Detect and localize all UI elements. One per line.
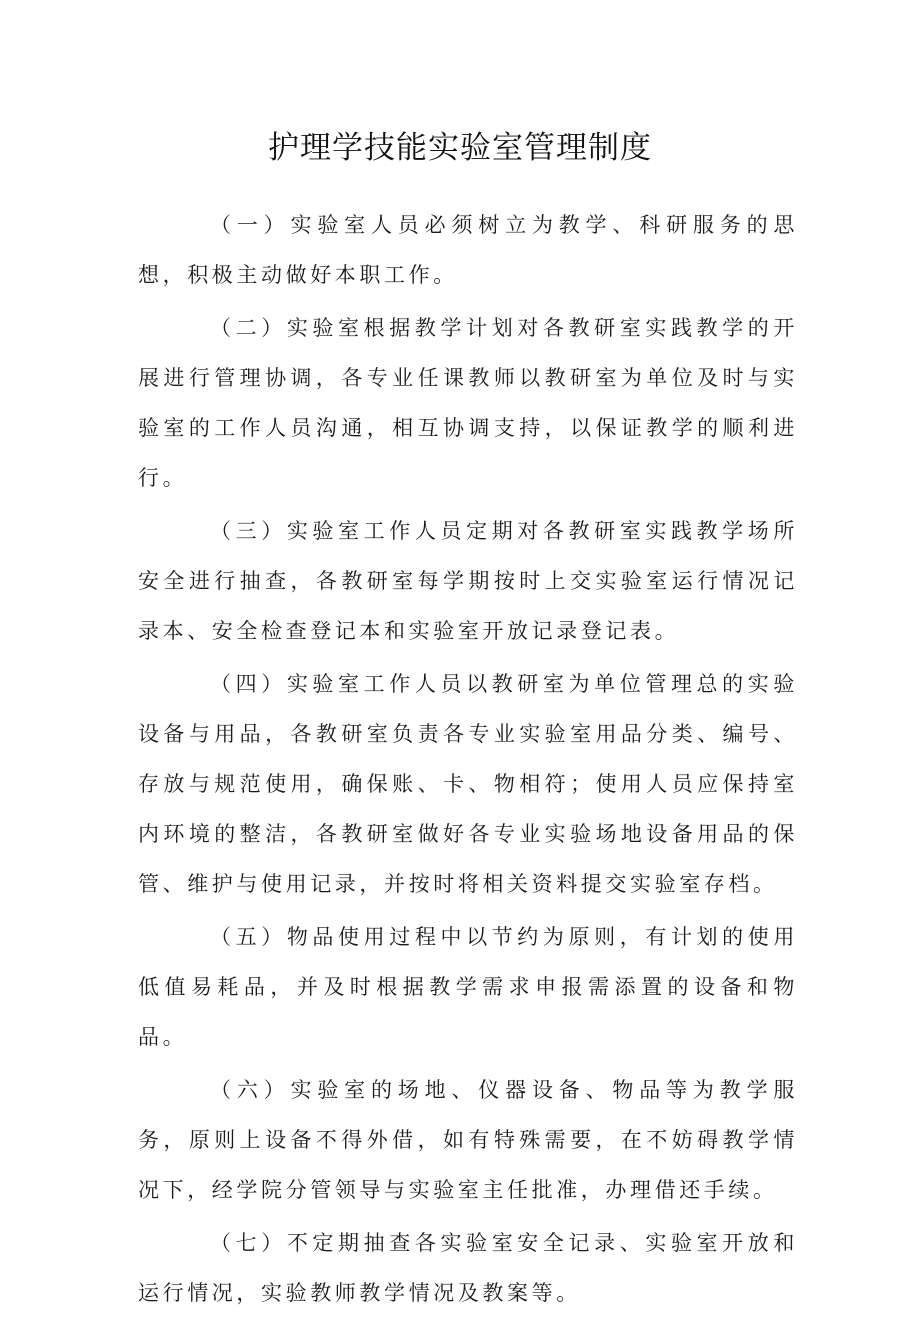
paragraph-3: （三）实验室工作人员定期对各教研室实践教学场所安全进行抽查，各教研室每学期按时上交实验室运行情况记录本、安全检查登记本和实验室开放记录登记表。: [138, 519, 798, 643]
paragraph-7: （七）不定期抽查各实验室安全记录、实验室开放和运行情况，实验教师教学情况及教案等。: [138, 1231, 798, 1305]
paragraph-1: （一）实验室人员必须树立为教学、科研服务的思想，积极主动做好本职工作。: [138, 213, 798, 287]
paragraph-5: （五）物品使用过程中以节约为原则，有计划的使用低值易耗品，并及时根据教学需求申报需添置的设备和物品。: [138, 925, 798, 1049]
document-title: 护理学技能实验室管理制度: [268, 130, 652, 166]
paragraph-6: （六）实验室的场地、仪器设备、物品等为教学服务，原则上设备不得外借，如有特殊需要，在不妨碍教学情况下，经学院分管领导与实验室主任批准，办理借还手续。: [138, 1078, 798, 1202]
paragraph-2: （二）实验室根据教学计划对各教研室实践教学的开展进行管理协调，各专业任课教师以教研室为单位及时与实验室的工作人员沟通，相互协调支持，以保证教学的顺利进行。: [138, 316, 798, 490]
document-body: [138, 200, 798, 1318]
paragraph-4: （四）实验室工作人员以教研室为单位管理总的实验设备与用品，各教研室负责各专业实验室用品分类、编号、存放与规范使用，确保账、卡、物相符；使用人员应保持室内环境的整洁，各教研室做好各专业实验场地设备用品的保管、维护与使用记录，并按时将相关资料提交实验室存档。: [138, 672, 798, 896]
